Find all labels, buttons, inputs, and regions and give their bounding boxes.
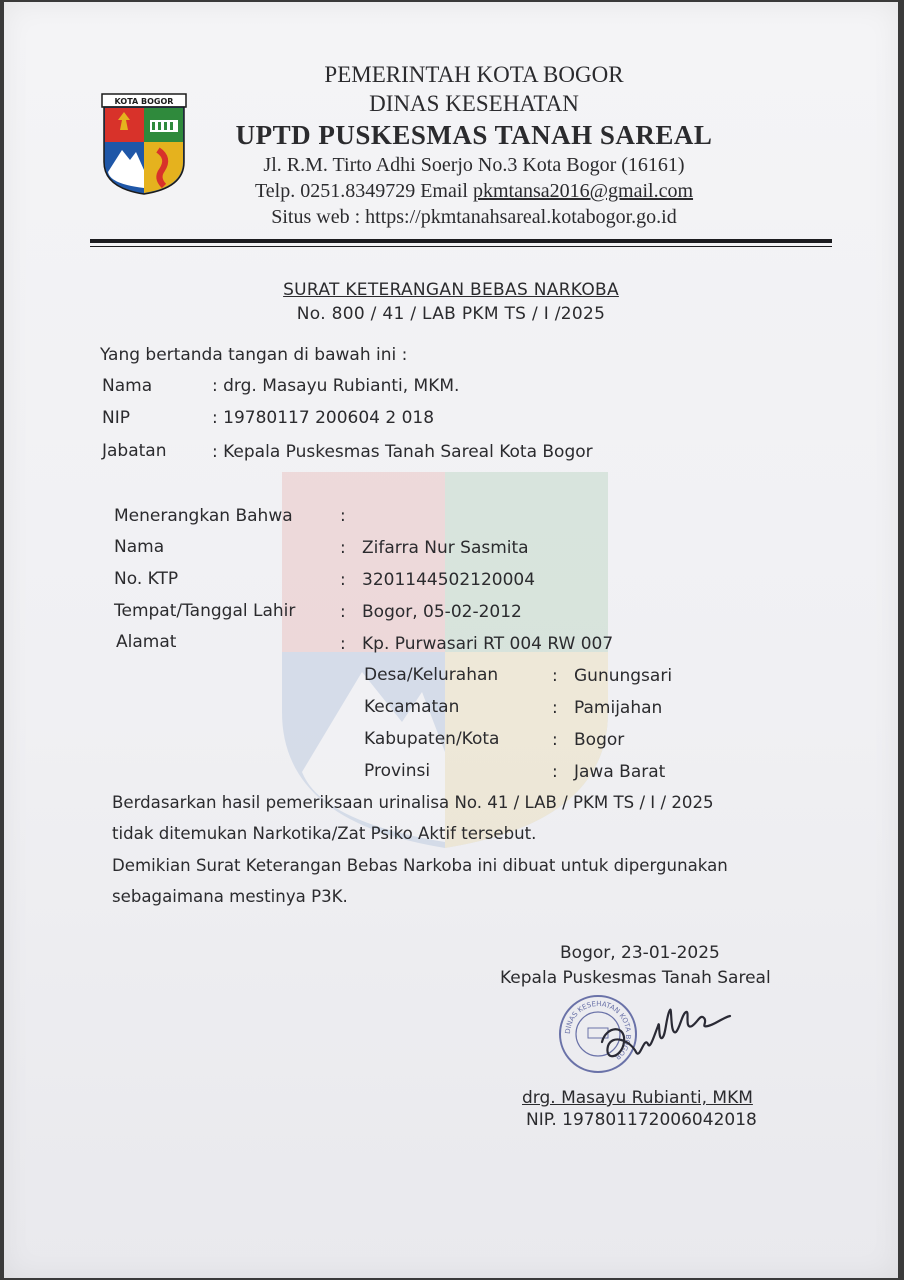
place-date: Bogor, 23-01-2025: [560, 943, 720, 963]
svg-text:KOTA BOGOR: KOTA BOGOR: [114, 97, 174, 106]
subject-name-value: Zifarra Nur Sasmita: [362, 538, 529, 558]
signer-nip: NIP. 197801172006042018: [526, 1110, 757, 1130]
subject-birth-label: Tempat/Tanggal Lahir: [114, 601, 296, 621]
letter-number: No. 800 / 41 / LAB PKM TS / I /2025: [296, 304, 606, 324]
title-heading: SURAT KETERANGAN BEBAS NARKOBA: [283, 280, 619, 300]
subject-name-colon: :: [340, 538, 346, 558]
village-colon: :: [552, 666, 558, 686]
signer-name: drg. Masayu Rubianti, MKM: [522, 1088, 753, 1108]
subject-address-colon: :: [340, 634, 346, 654]
letter-page: [4, 2, 898, 1278]
regency-value: Bogor: [574, 730, 625, 750]
svg-text:DINAS KESEHATAN KOTA BOGOR: DINAS KESEHATAN KOTA BOGOR: [563, 999, 633, 1062]
regency-label: Kabupaten/Kota: [364, 729, 500, 749]
kota-bogor-logo: [100, 92, 188, 196]
subject-intro-colon: :: [340, 506, 346, 526]
body-line-4: sebagaimana mestinya P3K.: [112, 887, 348, 906]
regency-colon: :: [552, 730, 558, 750]
subject-ktp-colon: :: [340, 570, 346, 590]
subject-birth-colon: :: [340, 602, 346, 622]
document-title: [4, 278, 898, 326]
subject-address-label: Alamat: [116, 632, 177, 652]
email-link[interactable]: pkmtansa2016@gmail.com: [472, 180, 694, 202]
handwritten-signature: [596, 996, 736, 1076]
subject-address-value: Kp. Purwasari RT 004 RW 007: [362, 634, 614, 654]
letterhead: [194, 60, 754, 230]
district-value: Pamijahan: [574, 698, 663, 718]
signatory-intro: Yang bertanda tangan di bawah ini :: [100, 345, 408, 365]
institution-address: Jl. R.M. Tirto Adhi Soerjo No.3 Kota Bogor (16161): [263, 154, 685, 176]
subject-intro-label: Menerangkan Bahwa: [114, 506, 293, 526]
body-line-2: tidak ditemukan Narkotika/Zat Psiko Aktif tersebut.: [112, 824, 537, 843]
province-label: Provinsi: [364, 761, 431, 781]
body-line-1: Berdasarkan hasil pemeriksaan urinalisa No. 41 / LAB / PKM TS / I / 2025: [112, 793, 714, 812]
province-value: Jawa Barat: [574, 762, 666, 782]
subject-ktp-value: 3201144502120004: [362, 570, 536, 590]
department-name: DINAS KESEHATAN: [369, 91, 579, 116]
village-label: Desa/Kelurahan: [364, 665, 499, 685]
government-name: PEMERINTAH KOTA BOGOR: [324, 62, 624, 87]
signatory-position-value: : Kepala Puskesmas Tanah Sareal Kota Bogor: [212, 442, 593, 462]
district-colon: :: [552, 698, 558, 718]
body-line-3: Demikian Surat Keterangan Bebas Narkoba ini dibuat untuk dipergunakan: [112, 856, 728, 875]
signatory-name-label: Nama: [102, 376, 153, 396]
website-line: Situs web : https://pkmtanahsareal.kotabogor.go.id: [271, 206, 677, 228]
phone-text: Telp. 0251.8349729 Email: [254, 180, 473, 202]
province-colon: :: [552, 762, 558, 782]
signatory-nip-label: NIP: [102, 408, 130, 428]
subject-ktp-label: No. KTP: [114, 569, 179, 589]
contact-line: [194, 178, 754, 204]
village-value: Gunungsari: [574, 666, 673, 686]
signatory-position-label: Jabatan: [102, 441, 167, 461]
signatory-name-value: : drg. Masayu Rubianti, MKM.: [212, 376, 460, 396]
signer-position: Kepala Puskesmas Tanah Sareal: [500, 968, 771, 988]
institution-name: UPTD PUSKESMAS TANAH SAREAL: [235, 120, 713, 150]
header-rule-thick: [90, 239, 832, 243]
subject-name-label: Nama: [114, 537, 165, 557]
district-label: Kecamatan: [364, 697, 460, 717]
signatory-nip-value: : 19780117 200604 2 018: [212, 408, 435, 428]
header-rule-thin: [90, 246, 832, 247]
subject-birth-value: Bogor, 05-02-2012: [362, 602, 522, 622]
